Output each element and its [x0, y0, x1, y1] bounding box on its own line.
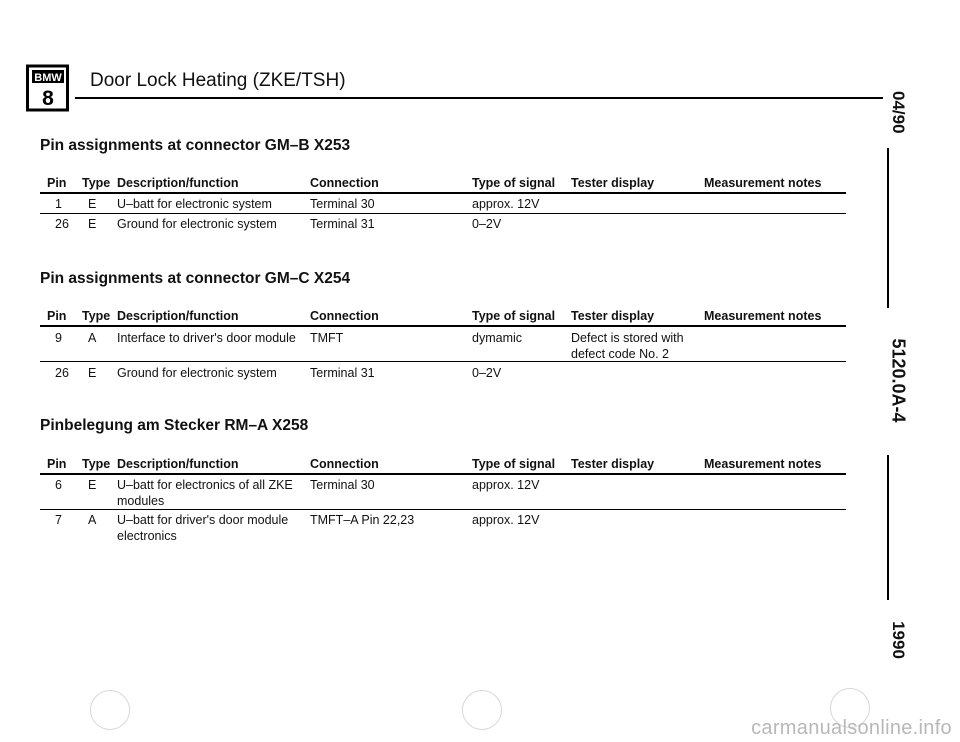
- cell-pin: 7: [55, 513, 62, 527]
- bmw-logo: [26, 60, 76, 120]
- column-header: Connection: [310, 457, 379, 471]
- section-title: Pinbelegung am Stecker RM–A X258: [40, 417, 309, 434]
- column-header: Tester display: [571, 309, 655, 323]
- header-underline: [40, 473, 846, 475]
- cell-signal: dymamic: [472, 331, 523, 345]
- cell-type: A: [88, 331, 97, 345]
- side-date: 04/90: [889, 91, 908, 134]
- row-divider: [40, 213, 846, 214]
- side-divider: [887, 455, 889, 600]
- side-year: 1990: [889, 621, 908, 659]
- header-rule: [75, 97, 883, 99]
- cell-pin: 26: [55, 217, 69, 231]
- column-header: Measurement notes: [704, 309, 822, 323]
- cell-desc: U–batt for electronic system: [117, 197, 272, 211]
- column-header: Description/function: [117, 176, 239, 190]
- cell-signal: approx. 12V: [472, 197, 540, 211]
- cell-desc: Ground for electronic system: [117, 217, 277, 231]
- cell-tester: Defect is stored with: [571, 331, 684, 345]
- row-divider: [40, 509, 846, 510]
- cell-desc: U–batt for electronics of all ZKE: [117, 478, 293, 492]
- column-header: Tester display: [571, 457, 655, 471]
- cell-type: E: [88, 478, 97, 492]
- cell-pin: 9: [55, 331, 62, 345]
- cell-conn: Terminal 30: [310, 197, 375, 211]
- column-header: Type: [82, 309, 111, 323]
- logo-number-text: 8: [42, 87, 54, 110]
- row-divider: [40, 361, 846, 362]
- cell-desc: electronics: [117, 529, 177, 543]
- column-header: Measurement notes: [704, 176, 822, 190]
- cell-desc: U–batt for driver's door module: [117, 513, 289, 527]
- cell-desc: Ground for electronic system: [117, 366, 277, 380]
- column-header: Type: [82, 457, 111, 471]
- cell-tester: defect code No. 2: [571, 347, 669, 361]
- cell-conn: TMFT–A Pin 22,23: [310, 513, 415, 527]
- page-title: Door Lock Heating (ZKE/TSH): [90, 70, 346, 91]
- column-header: Type of signal: [472, 309, 556, 323]
- column-header: Type: [82, 176, 111, 190]
- punch-hole: [462, 690, 502, 730]
- side-doc-code: 5120.0A-4: [888, 338, 909, 423]
- column-header: Pin: [47, 176, 67, 190]
- column-header: Connection: [310, 176, 379, 190]
- cell-signal: 0–2V: [472, 217, 502, 231]
- column-header: Description/function: [117, 457, 239, 471]
- bmw-badge-icon: [26, 60, 76, 120]
- cell-conn: TMFT: [310, 331, 344, 345]
- cell-desc: modules: [117, 494, 165, 508]
- cell-signal: approx. 12V: [472, 478, 540, 492]
- cell-pin: 6: [55, 478, 62, 492]
- side-divider: [887, 148, 889, 308]
- cell-conn: Terminal 31: [310, 366, 375, 380]
- header-underline: [40, 325, 846, 327]
- cell-signal: 0–2V: [472, 366, 502, 380]
- cell-pin: 1: [55, 197, 62, 211]
- watermark: carmanualsonline.info: [751, 717, 952, 739]
- column-header: Pin: [47, 309, 67, 323]
- cell-type: A: [88, 513, 97, 527]
- logo-brand-text: BMW: [34, 72, 62, 84]
- cell-conn: Terminal 31: [310, 217, 375, 231]
- header-underline: [40, 192, 846, 194]
- column-header: Connection: [310, 309, 379, 323]
- punch-hole: [90, 690, 130, 730]
- section-title: Pin assignments at connector GM–B X253: [40, 137, 351, 154]
- cell-pin: 26: [55, 366, 69, 380]
- cell-signal: approx. 12V: [472, 513, 540, 527]
- column-header: Type of signal: [472, 176, 556, 190]
- column-header: Pin: [47, 457, 67, 471]
- column-header: Measurement notes: [704, 457, 822, 471]
- column-header: Tester display: [571, 176, 655, 190]
- cell-conn: Terminal 30: [310, 478, 375, 492]
- cell-type: E: [88, 197, 97, 211]
- column-header: Type of signal: [472, 457, 556, 471]
- cell-desc: Interface to driver's door module: [117, 331, 296, 345]
- cell-type: E: [88, 217, 97, 231]
- cell-type: E: [88, 366, 97, 380]
- section-title: Pin assignments at connector GM–C X254: [40, 270, 351, 287]
- column-header: Description/function: [117, 309, 239, 323]
